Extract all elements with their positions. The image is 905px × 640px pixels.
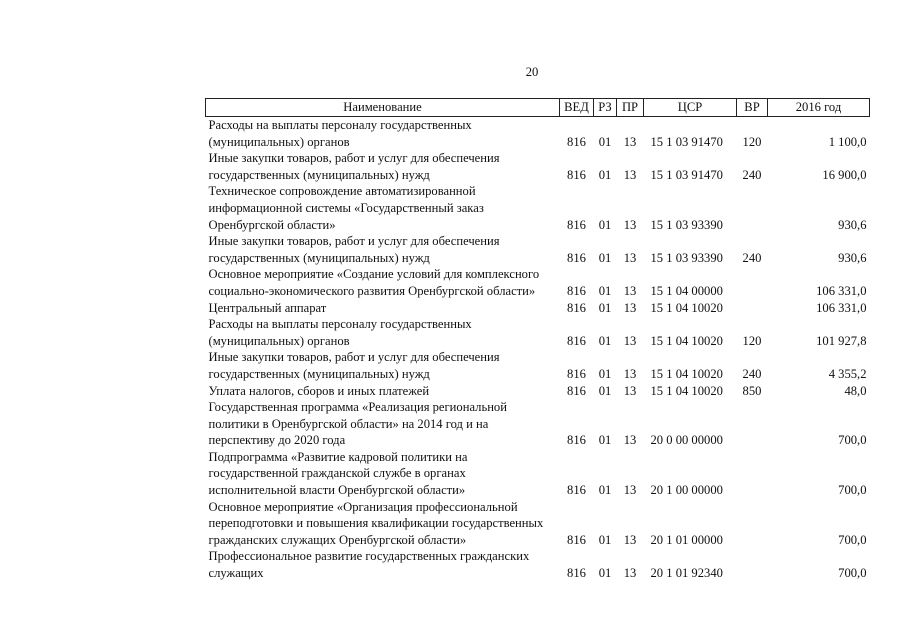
- row-csr: 15 1 03 91470: [650, 134, 723, 149]
- table-row: [206, 349, 870, 382]
- row-name-line: служащих: [208, 566, 264, 581]
- row-rz: 01: [598, 483, 612, 498]
- page-number: 20: [525, 65, 539, 79]
- row-csr: 15 1 03 91470: [650, 167, 723, 182]
- row-rz: 01: [598, 433, 612, 448]
- row-name: [206, 399, 560, 449]
- budget-table: [205, 98, 870, 582]
- row-name-line: (муниципальных) органов: [208, 134, 350, 149]
- row-name: [206, 300, 560, 317]
- row-amount: 700,0: [838, 483, 867, 498]
- table-row: [206, 548, 870, 581]
- row-csr: 20 1 01 00000: [650, 532, 723, 547]
- row-name: [206, 266, 560, 299]
- row-name-line: Профессиональное развитие государственных гражданских: [208, 549, 530, 564]
- row-csr: 15 1 04 10020: [650, 366, 723, 381]
- row-ved: 816: [567, 566, 586, 581]
- row-csr: 20 0 00 00000: [650, 433, 723, 448]
- row-name-line: Иные закупки товаров, работ и услуг для обеспечения: [208, 151, 500, 166]
- row-amount: 700,0: [838, 532, 867, 547]
- row-vr: [737, 266, 768, 299]
- table-row: [206, 383, 870, 400]
- row-ved: 816: [567, 167, 586, 182]
- row-vr: [737, 183, 768, 233]
- row-vr: 120: [742, 333, 762, 348]
- row-rz: 01: [598, 300, 612, 315]
- row-amount: 16 900,0: [822, 167, 867, 182]
- row-csr: 15 1 04 00000: [650, 283, 723, 298]
- row-name-line: Иные закупки товаров, работ и услуг для обеспечения: [208, 350, 500, 365]
- row-vr: 120: [742, 134, 762, 149]
- row-amount: 4 355,2: [828, 366, 867, 381]
- row-name-line: исполнительной власти Оренбургской области»: [208, 483, 466, 498]
- table-row: [206, 117, 870, 151]
- row-name: [206, 449, 560, 499]
- header-ved: ВЕД: [560, 99, 594, 117]
- row-amount: 930,6: [838, 217, 867, 232]
- row-rz: 01: [598, 167, 612, 182]
- row-pr: 13: [623, 532, 637, 547]
- row-amount: 106 331,0: [816, 300, 867, 315]
- row-name-line: Основное мероприятие «Организация профессиональной: [208, 499, 518, 514]
- row-rz: 01: [598, 383, 612, 398]
- header-year: 2016 год: [768, 99, 870, 117]
- row-name: [206, 349, 560, 382]
- table-row: [206, 316, 870, 349]
- row-csr: 15 1 04 10020: [650, 383, 723, 398]
- header-name: Наименование: [206, 99, 560, 117]
- row-name-line: переподготовки и повышения квалификации государственных: [208, 516, 544, 531]
- table-row: [206, 266, 870, 299]
- row-pr: 13: [623, 566, 637, 581]
- header-csr: ЦСР: [644, 99, 737, 117]
- row-pr: 13: [623, 483, 637, 498]
- row-name-line: Расходы на выплаты персоналу государственных: [208, 118, 472, 132]
- row-rz: 01: [598, 283, 612, 298]
- row-rz: 01: [598, 250, 612, 265]
- row-pr: 13: [623, 333, 637, 348]
- row-pr: 13: [623, 433, 637, 448]
- row-ved: 816: [567, 532, 586, 547]
- row-ved: 816: [567, 383, 586, 398]
- table-row: [206, 499, 870, 549]
- table-body: [206, 117, 870, 582]
- row-pr: 13: [623, 250, 637, 265]
- row-pr: 13: [623, 366, 637, 381]
- row-name-line: Основное мероприятие «Создание условий для комплексного: [208, 267, 540, 282]
- row-rz: 01: [598, 134, 612, 149]
- row-name-line: Центральный аппарат: [208, 300, 327, 315]
- row-vr: [737, 300, 768, 317]
- row-vr: 240: [742, 167, 762, 182]
- header-rz: РЗ: [594, 99, 617, 117]
- row-name-line: (муниципальных) органов: [208, 333, 350, 348]
- row-vr: 850: [742, 383, 762, 398]
- row-amount: 101 927,8: [816, 333, 867, 348]
- row-ved: 816: [567, 134, 586, 149]
- row-vr: 240: [742, 366, 762, 381]
- row-name-line: Оренбургской области»: [208, 217, 336, 232]
- row-amount: 700,0: [838, 433, 867, 448]
- row-rz: 01: [598, 333, 612, 348]
- row-pr: 13: [623, 283, 637, 298]
- row-name-line: гражданских служащих Оренбургской области»: [208, 532, 467, 547]
- row-pr: 13: [623, 217, 637, 232]
- row-csr: 20 1 01 92340: [650, 566, 723, 581]
- row-pr: 13: [623, 300, 637, 315]
- row-pr: 13: [623, 383, 637, 398]
- row-amount: 930,6: [838, 250, 867, 265]
- table-row: [206, 233, 870, 266]
- table-row: [206, 300, 870, 317]
- row-name-line: государственной гражданской службе в органах: [208, 466, 466, 481]
- row-csr: 15 1 03 93390: [650, 217, 723, 232]
- row-vr: [737, 449, 768, 499]
- row-ved: 816: [567, 366, 586, 381]
- row-amount: 106 331,0: [816, 283, 867, 298]
- row-vr: 240: [742, 250, 762, 265]
- row-name-line: Подпрограмма «Развитие кадровой политики на: [208, 449, 468, 464]
- row-csr: 20 1 00 00000: [650, 483, 723, 498]
- row-ved: 816: [567, 483, 586, 498]
- table-row: [206, 399, 870, 449]
- row-pr: 13: [623, 167, 637, 182]
- table-header-row: [206, 99, 870, 117]
- row-ved: 816: [567, 250, 586, 265]
- row-name-line: Государственная программа «Реализация региональной: [208, 400, 507, 415]
- row-ved: 816: [567, 283, 586, 298]
- row-csr: 15 1 03 93390: [650, 250, 723, 265]
- row-name-line: государственных (муниципальных) нужд: [208, 167, 430, 182]
- row-rz: 01: [598, 366, 612, 381]
- row-name-line: информационной системы «Государственный заказ: [208, 200, 484, 215]
- table-row: [206, 150, 870, 183]
- row-name: [206, 150, 560, 183]
- row-name-line: Техническое сопровождение автоматизированной: [208, 184, 476, 199]
- row-name-line: государственных (муниципальных) нужд: [208, 250, 430, 265]
- row-amount: 700,0: [838, 566, 867, 581]
- row-name: [206, 548, 560, 581]
- header-pr: ПР: [617, 99, 644, 117]
- row-ved: 816: [567, 433, 586, 448]
- row-rz: 01: [598, 217, 612, 232]
- row-rz: 01: [598, 566, 612, 581]
- row-amount: 1 100,0: [828, 134, 867, 149]
- table-row: [206, 449, 870, 499]
- row-name-line: государственных (муниципальных) нужд: [208, 366, 430, 381]
- row-pr: 13: [623, 134, 637, 149]
- row-name: [206, 499, 560, 549]
- row-name-line: Расходы на выплаты персоналу государственных: [208, 317, 472, 332]
- row-vr: [737, 548, 768, 581]
- row-csr: 15 1 04 10020: [650, 333, 723, 348]
- row-ved: 816: [567, 333, 586, 348]
- row-name-line: социально-экономического развития Оренбургской области»: [208, 283, 536, 298]
- row-name: [206, 117, 560, 151]
- row-name: [206, 183, 560, 233]
- row-name-line: Иные закупки товаров, работ и услуг для обеспечения: [208, 234, 500, 249]
- row-name: [206, 233, 560, 266]
- row-rz: 01: [598, 532, 612, 547]
- row-amount: 48,0: [844, 383, 867, 398]
- row-vr: [737, 399, 768, 449]
- row-name: [206, 316, 560, 349]
- row-csr: 15 1 04 10020: [650, 300, 723, 315]
- row-name-line: Уплата налогов, сборов и иных платежей: [208, 383, 430, 398]
- row-vr: [737, 499, 768, 549]
- row-name-line: политики в Оренбургской области» на 2014 год и на: [208, 416, 489, 431]
- row-ved: 816: [567, 300, 586, 315]
- row-name: [206, 383, 560, 400]
- row-ved: 816: [567, 217, 586, 232]
- row-name-line: перспективу до 2020 года: [208, 433, 346, 448]
- header-vr: ВР: [737, 99, 768, 117]
- table-row: [206, 183, 870, 233]
